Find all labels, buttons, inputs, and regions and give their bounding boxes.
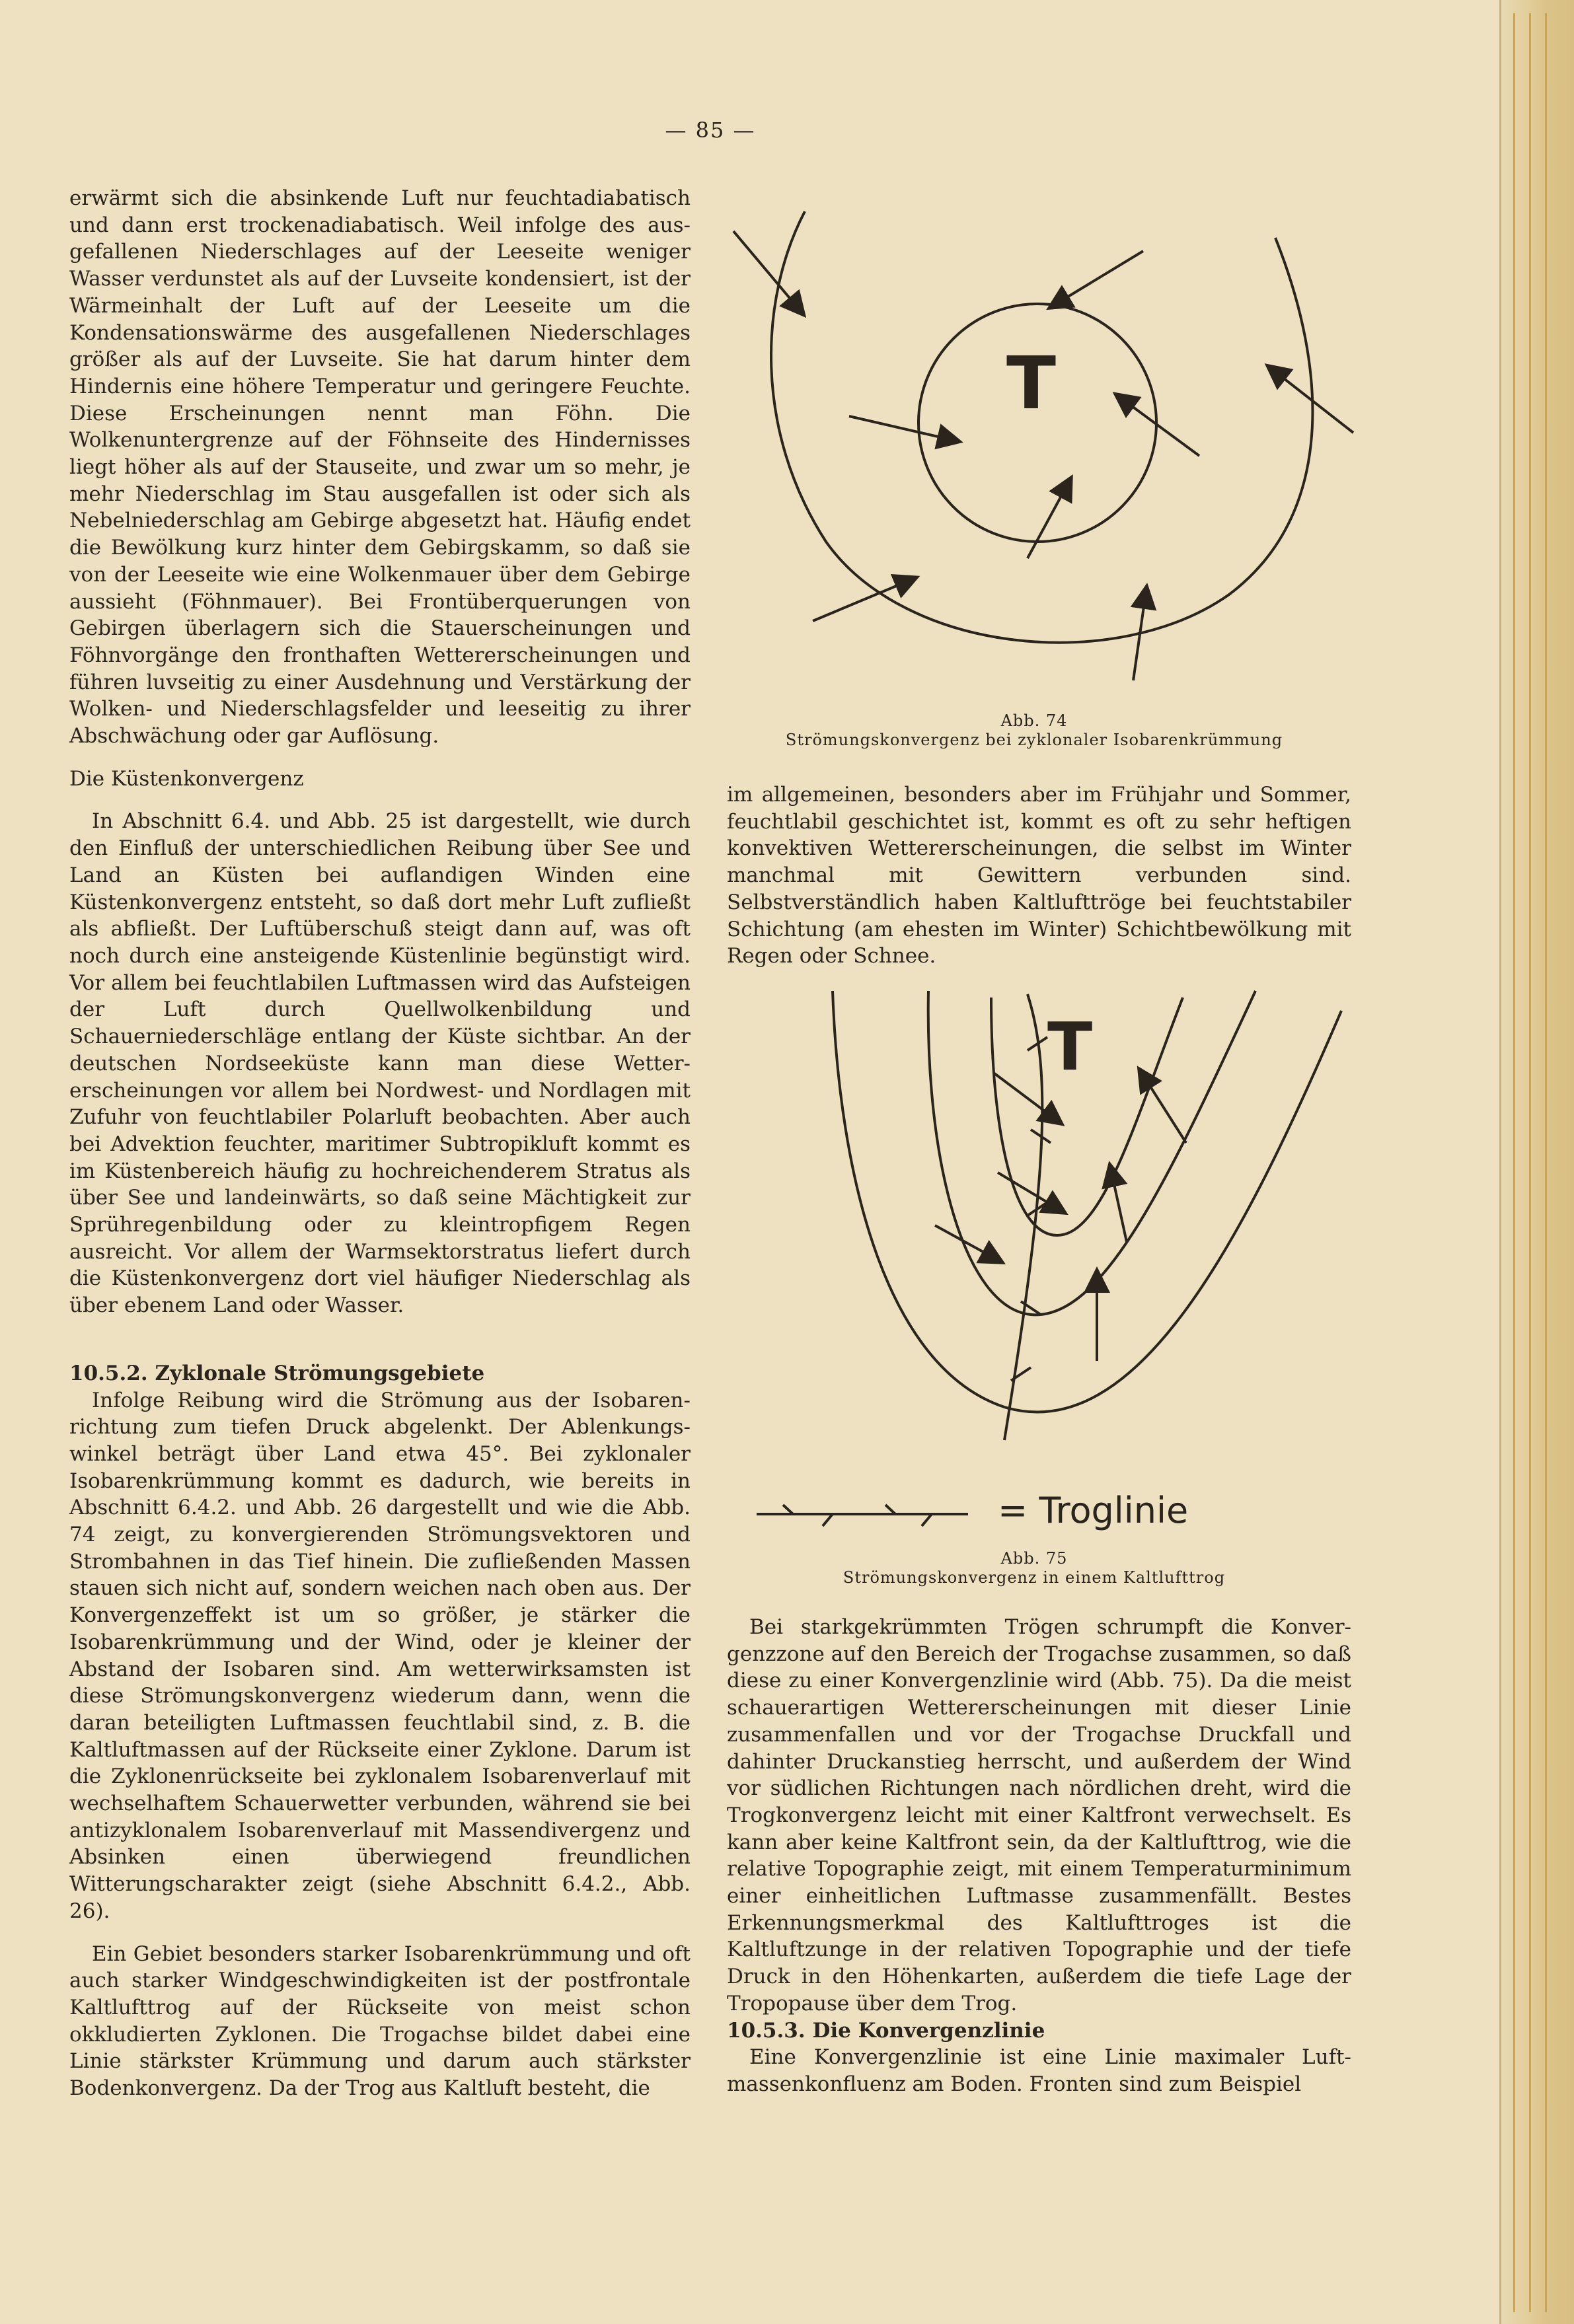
low-pressure-label-fig75: T: [1047, 1008, 1093, 1085]
right-paragraph-2: Bei starkgekrümmten Trögen schrumpft die Konvergenzzone auf den Bereich der Trogachse zusammen, so daß diese zu einer Konvergenzlinie wird (Abb. 75). Da die meist schauerartigen Wettererscheinungen mit dieser Linie zusammenfallen und vor der Trogachse Druckfall und dahinter Druckanstieg herrscht, und außerdem der Wind vor südlichen Richtungen nach nördlichen dreht, wird die Trogkonvergenz leicht mit einer Kaltfront verwechselt. Es kann aber keine Kaltfront sein, da der Kaltlufttrog, wie die relative Topographie zeigt, mit einem Temperaturminimum einer einheitlichen Luftmasse zusammenfällt. Bestes Erkennungsmerkmal des Kaltlufttroges ist die Kaltluftzunge in der relativen Topographie und der tiefe Druck in den Höhenkarten, außerdem die tiefe Lage der Tropopause über dem Trog.: [727, 1615, 1351, 2015]
low-pressure-label-fig74: T: [1006, 341, 1057, 425]
right-column-bottom: [727, 1614, 1351, 2098]
right-paragraph-3: Eine Konvergenzlinie ist eine Linie maximaler Luftmassenkonfluenz am Boden. Fronten sind zum Beispiel: [727, 2045, 1351, 2096]
figure-75-number: Abb. 75: [1000, 1549, 1068, 1568]
figure-74-diagram: [720, 198, 1381, 713]
subheading-kuestenkonvergenz: Die Küstenkonvergenz: [69, 766, 304, 791]
flow-arrow: [998, 1173, 1064, 1212]
right-column-top: [727, 781, 1351, 970]
section-heading-10-5-3: 10.5.3. Die Konvergenzlinie: [727, 2018, 1045, 2043]
flow-arrow: [733, 231, 803, 314]
flow-arrow: [1140, 1070, 1186, 1143]
flow-arrow: [1028, 479, 1070, 558]
figure-75-title: Strömungskonvergenz in einem Kaltlufttrog: [843, 1568, 1226, 1587]
flow-arrow: [849, 416, 958, 441]
right-paragraph-1: im allgemeinen, besonders aber im Frühjahr und Sommer, feuchtlabil geschichtet ist, kommt es oft zu sehr heftigen konvektiven Wettererscheinungen, die selbst im Winter manchmal mit Gewittern verbunden sind. Selbstverständlich haben Kaltlufttröge bei feuchtstabiler Schichtung (am ehesten im Winter) Schichtbewölkung mit Regen oder Schnee.: [727, 783, 1351, 968]
page-number: — 85 —: [665, 118, 756, 143]
left-paragraph-4: Ein Gebiet besonders starker Isobarenkrümmung und oft auch starker Windgeschwindigkeiten ist der postfrontale Kaltlufttrog auf der Rückseite von meist schon okkludierten Zyklonen. Die Trogachse bildet dabei eine Linie stärkster Krümmung und darum auch stärkster Bodenkonvergenz. Da der Trog aus Kaltluft besteht, die: [69, 1942, 691, 2101]
edge-line: [1529, 13, 1531, 2312]
outer-isobar: [771, 211, 1312, 643]
flow-arrow: [813, 578, 915, 621]
edge-line: [1513, 13, 1515, 2312]
flow-arrow: [1051, 251, 1143, 307]
troglinie-symbol: [753, 1500, 971, 1539]
left-column: [69, 185, 691, 2102]
flow-arrow: [1117, 395, 1199, 456]
left-paragraph-2: In Abschnitt 6.4. und Abb. 25 ist dargestellt, wie durch den Einfluß der unterschiedlichen Reibung über See und Land an Küsten bei auflandigen Winden eine Küstenkonvergenz entsteht, so daß dort mehr Luft zufließt als abfließt. Der Luftüberschuß steigt dann auf, was oft noch durch eine ansteigende Küstenlinie begünstigt wird. Vor allem bei feuchtlabilen Luftmassen wird das Aufsteigen der Luft durch Quellwolkenbildung und Schauerniederschläge entlang der Küste sichtbar. An der deutschen Nordseeküste kann man diese Wettererscheinungen vor allem bei Nordwest- und Nordlagen mit Zufuhr von feuchtlabiler Polarluft beobachten. Aber auch bei Advektion feuchter, maritimer Subtropikluft kommt es im Küstenbereich häufig zu hochreichenderem Stratus als über See und landeinwärts, so daß seine Mächtigkeit zur Sprühregenbildung oder zu kleintropfigem Regen ausreicht. Vor allem der Warmsektorstratus liefert durch die Küstenkonvergenz dort viel häufiger Niederschlag als über ebenem Land oder Wasser.: [69, 809, 691, 1318]
figure-74-number: Abb. 74: [1000, 711, 1068, 730]
section-heading-10-5-2: 10.5.2. Zyklonale Strömungsgebiete: [69, 1361, 485, 1385]
troglinie-legend: = Troglinie: [998, 1490, 1189, 1531]
flow-arrow: [1110, 1166, 1127, 1242]
page-edge: [1499, 0, 1574, 2324]
left-paragraph-1: erwärmt sich die absinkende Luft nur feuchtadiabatisch und dann erst trockenadiabatisch. Weil infolge des ausgefallenen Niederschlages auf der Leeseite weniger Wasser verdunstet als auf der Luvseite kondensiert, ist der Wärmeinhalt der Luft auf der Leeseite um die Kondensationswärme des ausgefallenen Niederschlages größer als auf der Luvseite. Sie hat darum hinter dem Hindernis eine höhere Temperatur und geringere Feuchte. Diese Erscheinungen nennt man Föhn. Die Wolkenuntergrenze auf der Föhnseite des Hindernisses liegt höher als auf der Stauseite, und zwar um so mehr, je mehr Niederschlag im Stau ausgefallen ist oder sich als Nebelniederschlag am Gebirge abgesetzt hat. Häufig endet die Bewölkung kurz hinter dem Gebirgskamm, so daß sie von der Leeseite wie eine Wolkenmauer über dem Gebirge aussieht (Föhnmauer). Bei Frontüberquerungen von Gebirgen überlagern sich die Stauerscheinungen und Föhnvorgänge den fronthaften Wettererscheinungen und führen luvseitig zu einer Ausdehnung und Verstärkung der Wolken- und Niederschlagsfelder und leeseitig zu ihrer Abschwächung oder gar Auflösung.: [69, 186, 691, 748]
left-paragraph-3: Infolge Reibung wird die Strömung aus der Isobarenrichtung zum tiefen Druck abgelenkt. Der Ablenkungswinkel beträgt über Land etwa 45°. Bei zyklonaler Isobarenkrümmung kommt es dadurch, wie bereits in Abschnitt 6.4.2. und Abb. 26 dargestellt und wie die Abb. 74 zeigt, zu konvergierenden Strömungsvektoren und Strombahnen in das Tief hinein. Die zufließenden Massen stauen sich nicht auf, sondern weichen nach oben aus. Der Konvergenzeffekt ist um so größer, je stärker die Isobarenkrümmung und der Wind, oder je kleiner der Abstand der Isobaren sind. Am wetterwirksamsten ist diese Strömungskonvergenz wiederum dann, wenn die daran beteiligten Luftmassen feuchtlabil sind, z. B. die Kaltluftmassen auf der Rückseite einer Zyklone. Darum ist die Zyklonenrückseite bei zyklonalem Isobarenverlauf mit wechselhaftem Schauerwetter verbunden, während sie bei antizyklonalem Isobarenverlauf mit Massendivergenz und Absinken einen überwiegend freundlichen Witterungscharakter zeigt (siehe Abschnitt 6.4.2., Abb. 26).: [69, 1388, 691, 1923]
figure-75-caption: [727, 1549, 1341, 1587]
edge-line: [1545, 13, 1547, 2312]
figure-74-caption: [727, 711, 1341, 750]
figure-74-title: Strömungskonvergenz bei zyklonaler Isobarenkrümmung: [785, 731, 1283, 749]
